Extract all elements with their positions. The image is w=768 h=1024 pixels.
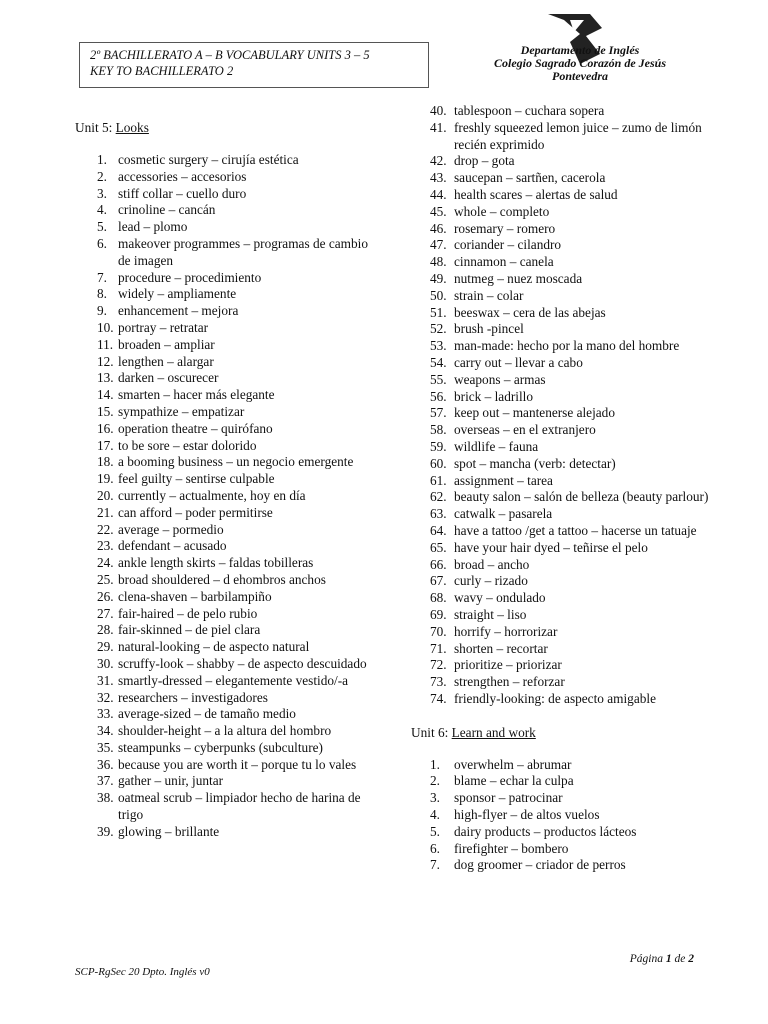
vocab-item-number: 36. (97, 756, 114, 772)
vocab-item-number: 65. (430, 539, 447, 555)
vocab-item-text: drop – gota (454, 153, 515, 169)
vocab-item-number: 5. (97, 219, 107, 235)
vocab-item-text: scruffy-look – shabby – de aspecto descuidado (118, 655, 367, 671)
vocab-item-text: friendly-looking: de aspecto amigable (454, 690, 656, 706)
vocab-item (75, 690, 375, 707)
vocab-item (75, 706, 375, 723)
vocab-item (75, 454, 375, 471)
vocab-item (411, 120, 711, 154)
vocab-item (75, 606, 375, 623)
vocab-item-text: oatmeal scrub – limpiador hecho de harina de trigo (118, 790, 361, 823)
vocab-item (411, 674, 711, 691)
vocab-item (75, 202, 375, 219)
vocab-item (411, 338, 711, 355)
vocab-item (75, 169, 375, 186)
vocab-item-number: 7. (97, 269, 107, 285)
vocab-item-text: darken – oscurecer (118, 370, 219, 386)
vocab-item-number: 10. (97, 319, 114, 335)
vocab-item-text: spot – mancha (verb: detectar) (454, 455, 616, 471)
vocab-item (411, 221, 711, 238)
vocab-item-text: ankle length skirts – faldas tobilleras (118, 555, 314, 571)
vocab-item-text: shoulder-height – a la altura del hombro (118, 723, 332, 739)
vocab-item-number: 12. (97, 353, 114, 369)
vocab-item-number: 56. (430, 388, 447, 404)
vocab-item-number: 69. (430, 606, 447, 622)
vocab-item-number: 46. (430, 220, 447, 236)
vocab-item (411, 489, 711, 506)
vocab-item-text: nutmeg – nuez moscada (454, 270, 583, 286)
vocab-item-text: man-made: hecho por la mano del hombre (454, 338, 680, 354)
vocab-item-number: 21. (97, 504, 114, 520)
vocab-item-number: 22. (97, 521, 114, 537)
vocab-item-number: 18. (97, 454, 114, 470)
vocab-item (75, 505, 375, 522)
vocab-item-number: 72. (430, 657, 447, 673)
vocab-item-number: 63. (430, 506, 447, 522)
vocab-item-text: whole – completo (454, 203, 550, 219)
vocab-item-text: stiff collar – cuello duro (118, 185, 247, 201)
vocab-item (411, 153, 711, 170)
vocab-item (411, 824, 711, 841)
unit6-title: Learn and work (451, 724, 536, 740)
vocab-item (75, 790, 375, 824)
vocab-item (411, 372, 711, 389)
column-left (75, 119, 375, 841)
vocab-item (75, 522, 375, 539)
unit5-label: Unit 5: (75, 120, 116, 135)
vocab-item (411, 321, 711, 338)
vocab-item-number: 2. (430, 773, 440, 789)
vocab-item (75, 303, 375, 320)
vocab-item (411, 557, 711, 574)
vocab-item-text: overwhelm – abrumar (454, 756, 572, 772)
vocab-item (75, 320, 375, 337)
vocab-item-text: average – pormedio (118, 521, 224, 537)
vocab-item (75, 538, 375, 555)
vocab-item (411, 170, 711, 187)
vocab-item-text: to be sore – estar dolorido (118, 437, 257, 453)
vocab-item (75, 286, 375, 303)
vocab-item-number: 9. (97, 303, 107, 319)
vocab-item-number: 6. (430, 840, 440, 856)
page-current: 1 (665, 953, 672, 965)
vocab-item-text: wildlife – fauna (454, 438, 539, 454)
vocab-item-number: 4. (97, 202, 107, 218)
vocab-item-number: 49. (430, 270, 447, 286)
vocab-item-text: tablespoon – cuchara sopera (454, 103, 605, 118)
vocab-item-number: 31. (97, 672, 114, 688)
vocab-item-text: blame – echar la culpa (454, 773, 574, 789)
vocab-item (75, 421, 375, 438)
vocab-item (411, 103, 711, 120)
vocab-item-text: broad – ancho (454, 556, 530, 572)
vocab-item-text: broaden – ampliar (118, 336, 215, 352)
vocab-item (75, 757, 375, 774)
vocab-item (75, 773, 375, 790)
vocab-item-text: cinnamon – canela (454, 254, 554, 270)
vocab-item (411, 305, 711, 322)
vocab-item-number: 39. (97, 823, 114, 839)
vocab-item-text: clena-shaven – barbilampiño (118, 588, 272, 604)
vocab-item-text: glowing – brillante (118, 823, 220, 839)
vocab-item (411, 773, 711, 790)
unit5-title: Looks (115, 120, 149, 135)
vocab-item-number: 48. (430, 254, 447, 270)
vocab-item-text: fair-skinned – de piel clara (118, 622, 261, 638)
vocab-item-text: shorten – recortar (454, 640, 548, 656)
unit6-label: Unit 6: (411, 724, 452, 740)
vocab-item-number: 3. (430, 790, 440, 806)
vocab-item-text: fair-haired – de pelo rubio (118, 605, 258, 621)
vocab-item-number: 45. (430, 203, 447, 219)
vocab-item-number: 54. (430, 354, 447, 370)
vocab-item-text: cosmetic surgery – cirujía estética (118, 152, 299, 167)
unit6-heading (411, 724, 711, 757)
vocab-item-text: saucepan – sartñen, cacerola (454, 170, 606, 186)
vocab-item (411, 271, 711, 288)
page-number: Página 1 de 2 (629, 953, 694, 965)
vocab-item-number: 52. (430, 321, 447, 337)
vocab-item-number: 19. (97, 471, 114, 487)
vocab-item (411, 389, 711, 406)
vocab-item (411, 405, 711, 422)
vocab-item-number: 41. (430, 119, 447, 135)
vocab-item-text: dog groomer – criador de perros (454, 857, 626, 873)
unit5-list-part1 (75, 152, 375, 841)
vocab-item-text: strengthen – reforzar (454, 674, 565, 690)
vocab-item-text: catwalk – pasarela (454, 506, 553, 522)
vocab-item (75, 656, 375, 673)
vocab-item-number: 59. (430, 438, 447, 454)
vocab-item-number: 37. (97, 773, 114, 789)
vocab-item-number: 27. (97, 605, 114, 621)
vocab-item-number: 7. (430, 857, 440, 873)
vocab-item-number: 53. (430, 338, 447, 354)
footer-code: SCP-RgSec 20 Dpto. Inglés v0 (75, 966, 210, 978)
vocab-item-text: have a tattoo /get a tattoo – hacerse un tatuaje (454, 522, 697, 538)
vocab-item-number: 6. (97, 235, 107, 251)
vocab-item (75, 723, 375, 740)
vocab-item-number: 40. (430, 103, 447, 118)
vocab-item-number: 33. (97, 706, 114, 722)
vocab-item-number: 20. (97, 487, 114, 503)
vocab-item (75, 186, 375, 203)
vocab-item-number: 1. (430, 756, 440, 772)
vocab-item (75, 270, 375, 287)
vocab-item-text: can afford – poder permitirse (118, 504, 273, 520)
vocab-item (75, 438, 375, 455)
vocab-item-text: smarten – hacer más elegante (118, 387, 275, 403)
vocab-item-text: steampunks – cyberpunks (subculture) (118, 739, 323, 755)
vocab-item (411, 204, 711, 221)
school-logo-block (480, 12, 680, 92)
vocab-item-number: 71. (430, 640, 447, 656)
unit5-heading (75, 119, 375, 152)
vocab-item-text: freshly squeezed lemon juice – zumo de limón recién exprimido (454, 119, 702, 152)
vocab-item-text: brick – ladrillo (454, 388, 534, 404)
vocab-item-text: crinoline – cancán (118, 202, 216, 218)
vocab-item-text: horrify – horrorizar (454, 623, 558, 639)
vocab-item-text: sponsor – patrocinar (454, 790, 563, 806)
vocab-item-text: operation theatre – quirófano (118, 420, 273, 436)
vocab-item-text: broad shouldered – d ehombros anchos (118, 571, 326, 587)
header-line-2: KEY TO BACHILLERATO 2 (90, 64, 234, 78)
vocab-item-text: curly – rizado (454, 573, 528, 589)
vocab-item (411, 590, 711, 607)
vocab-item (411, 439, 711, 456)
vocab-item-number: 25. (97, 571, 114, 587)
vocab-item-number: 26. (97, 588, 114, 604)
vocab-item-number: 42. (430, 153, 447, 169)
city-name: Pontevedra (552, 69, 608, 83)
vocab-item (411, 757, 711, 774)
vocab-item-number: 14. (97, 387, 114, 403)
vocab-item-text: because you are worth it – porque tu lo vales (118, 756, 357, 772)
vocab-item-text: overseas – en el extranjero (454, 422, 596, 438)
vocab-item-number: 38. (97, 790, 114, 806)
vocab-item-text: beeswax – cera de las abejas (454, 304, 606, 320)
vocab-item-text: sympathize – empatizar (118, 403, 245, 419)
vocab-item-number: 35. (97, 739, 114, 755)
vocab-item-number: 73. (430, 674, 447, 690)
vocab-item-text: feel guilty – sentirse culpable (118, 471, 275, 487)
vocab-item (411, 607, 711, 624)
vocab-item-number: 60. (430, 455, 447, 471)
vocab-item-text: defendant – acusado (118, 538, 227, 554)
vocab-item-number: 16. (97, 420, 114, 436)
vocab-item (75, 589, 375, 606)
vocab-item-text: strain – colar (454, 287, 524, 303)
vocab-item-number: 51. (430, 304, 447, 320)
vocab-item (75, 622, 375, 639)
vocab-item (411, 523, 711, 540)
vocab-item (411, 641, 711, 658)
vocab-item (411, 288, 711, 305)
vocab-item-text: widely – ampliamente (118, 286, 237, 302)
vocab-item-number: 4. (430, 807, 440, 823)
vocab-item-number: 55. (430, 371, 447, 387)
vocab-item (75, 387, 375, 404)
vocab-item (411, 540, 711, 557)
vocab-item (411, 841, 711, 858)
vocab-item-text: brush -pincel (454, 321, 524, 337)
vocab-item (75, 354, 375, 371)
vocab-item-number: 67. (430, 573, 447, 589)
vocab-item-number: 50. (430, 287, 447, 303)
vocab-item-number: 23. (97, 538, 114, 554)
vocab-item (411, 691, 711, 708)
page-total: 2 (688, 953, 694, 965)
vocab-item (75, 824, 375, 841)
vocab-item (411, 506, 711, 523)
vocab-item-text: smartly-dressed – elegantemente vestido/-a (118, 672, 349, 688)
vocab-item-text: wavy – ondulado (454, 590, 546, 606)
vocab-item (411, 857, 711, 874)
vocab-item-number: 30. (97, 655, 114, 671)
vocab-item-text: high-flyer – de altos vuelos (454, 807, 600, 823)
vocab-item-text: procedure – procedimiento (118, 269, 262, 285)
vocab-item (411, 456, 711, 473)
vocab-item-text: have your hair dyed – teñirse el pelo (454, 539, 648, 555)
vocab-item-text: gather – unir, juntar (118, 773, 224, 789)
vocab-item (75, 673, 375, 690)
vocab-item (75, 219, 375, 236)
unit6-list (411, 757, 711, 875)
vocab-item-text: accessories – accesorios (118, 168, 247, 184)
vocab-item-number: 24. (97, 555, 114, 571)
vocab-item-number: 43. (430, 170, 447, 186)
vocab-item-text: assignment – tarea (454, 472, 553, 488)
department-name: Departamento de Inglés (520, 43, 640, 57)
vocab-item (411, 355, 711, 372)
vocab-item (75, 740, 375, 757)
vocab-item-number: 1. (97, 152, 107, 167)
vocab-item (75, 488, 375, 505)
vocab-item-number: 64. (430, 522, 447, 538)
vocab-item (411, 790, 711, 807)
college-name: Colegio Sagrado Corazón de Jesús (493, 56, 667, 70)
vocab-item-text: carry out – llevar a cabo (454, 354, 583, 370)
vocab-item (411, 422, 711, 439)
vocab-item (75, 555, 375, 572)
vocab-item-number: 34. (97, 723, 114, 739)
vocab-item (75, 236, 375, 270)
vocab-item-text: a booming business – un negocio emergente (118, 454, 354, 470)
vocab-item (411, 573, 711, 590)
vocab-item-text: firefighter – bombero (454, 840, 569, 856)
vocab-item-number: 44. (430, 186, 447, 202)
vocab-item (75, 471, 375, 488)
vocab-item (411, 657, 711, 674)
vocab-item (411, 254, 711, 271)
column-right (411, 103, 711, 874)
vocab-item-number: 47. (430, 237, 447, 253)
vocab-item-text: health scares – alertas de salud (454, 186, 618, 202)
vocab-item (411, 187, 711, 204)
unit5-list-part2 (411, 103, 711, 708)
vocab-item-number: 32. (97, 689, 114, 705)
vocab-item-text: makeover programmes – programas de cambio de imagen (118, 235, 368, 268)
vocab-item (411, 473, 711, 490)
vocab-item (411, 624, 711, 641)
vocab-item-text: keep out – mantenerse alejado (454, 405, 615, 421)
vocab-item-text: coriander – cilandro (454, 237, 562, 253)
vocab-item-text: natural-looking – de aspecto natural (118, 639, 310, 655)
vocab-item (411, 807, 711, 824)
vocab-item-number: 29. (97, 639, 114, 655)
vocab-item-number: 2. (97, 168, 107, 184)
vocab-item-text: straight – liso (454, 606, 527, 622)
vocab-item-number: 11. (97, 336, 114, 352)
vocab-item-text: average-sized – de tamaño medio (118, 706, 296, 722)
vocab-item-text: prioritize – priorizar (454, 657, 562, 673)
vocab-item-text: enhancement – mejora (118, 303, 239, 319)
vocab-item-text: rosemary – romero (454, 220, 556, 236)
vocab-item-number: 66. (430, 556, 447, 572)
vocab-item-number: 13. (97, 370, 114, 386)
vocab-item-number: 17. (97, 437, 114, 453)
vocab-item-number: 15. (97, 403, 114, 419)
vocab-item (75, 639, 375, 656)
vocab-item-number: 3. (97, 185, 107, 201)
vocab-item-text: researchers – investigadores (118, 689, 268, 705)
vocab-item-number: 57. (430, 405, 447, 421)
vocab-item (75, 404, 375, 421)
vocab-item-text: beauty salon – salón de belleza (beauty parlour) (454, 489, 709, 505)
vocab-item (411, 237, 711, 254)
vocab-item-text: lead – plomo (118, 219, 188, 235)
vocab-item (75, 337, 375, 354)
vocab-item-number: 28. (97, 622, 114, 638)
vocab-item-number: 68. (430, 590, 447, 606)
vocab-item-text: lengthen – alargar (118, 353, 214, 369)
vocab-item-number: 62. (430, 489, 447, 505)
vocab-item-text: dairy products – productos lácteos (454, 823, 637, 839)
header-line-1: 2º BACHILLERATO A – B VOCABULARY UNITS 3 – 5 (90, 48, 370, 62)
vocab-item-text: currently – actualmente, hoy en día (118, 487, 306, 503)
vocab-item-number: 58. (430, 422, 447, 438)
vocab-item-text: weapons – armas (454, 371, 546, 387)
vocab-item (75, 572, 375, 589)
vocab-item (75, 152, 375, 169)
vocab-item-number: 5. (430, 823, 440, 839)
vocab-item-text: portray – retratar (118, 319, 209, 335)
document-header-box (79, 42, 429, 88)
vocab-item-number: 74. (430, 690, 447, 706)
vocab-item-number: 61. (430, 472, 447, 488)
vocab-item (75, 370, 375, 387)
vocab-item-number: 8. (97, 286, 107, 302)
vocab-item-number: 70. (430, 623, 447, 639)
